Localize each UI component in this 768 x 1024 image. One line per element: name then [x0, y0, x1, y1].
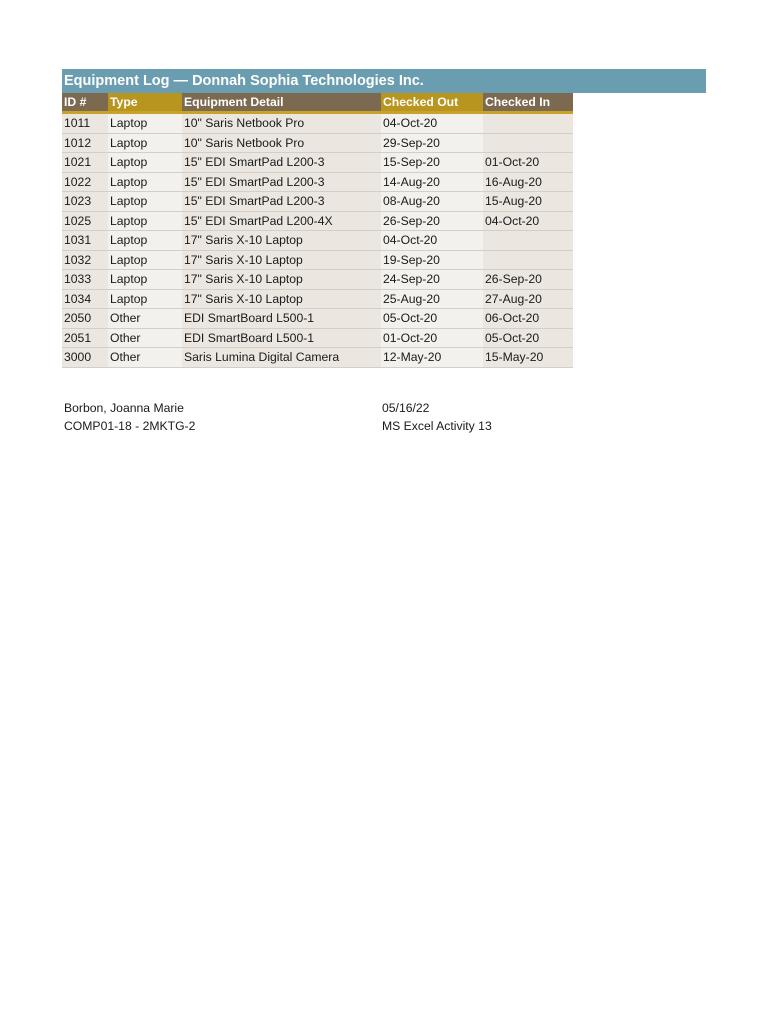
- cell-id: 1031: [62, 231, 108, 251]
- cell-checked-out: 04-Oct-20: [381, 231, 483, 251]
- cell-id: 1012: [62, 133, 108, 153]
- cell-type: Other: [108, 328, 182, 348]
- cell-checked-in: 15-May-20: [483, 348, 573, 368]
- cell-type: Laptop: [108, 192, 182, 212]
- submission-date: 05/16/22: [382, 401, 430, 415]
- document-title: Equipment Log — Donnah Sophia Technologies Inc.: [62, 69, 706, 93]
- cell-id: 2050: [62, 309, 108, 329]
- cell-id: 3000: [62, 348, 108, 368]
- cell-equipment-detail: Saris Lumina Digital Camera: [182, 348, 381, 368]
- table-row: [62, 328, 573, 348]
- table-row: [62, 153, 573, 173]
- cell-type: Laptop: [108, 133, 182, 153]
- cell-checked-out: 14-Aug-20: [381, 172, 483, 192]
- cell-type: Laptop: [108, 270, 182, 290]
- cell-id: 1034: [62, 289, 108, 309]
- cell-id: 1011: [62, 113, 108, 134]
- cell-checked-out: 29-Sep-20: [381, 133, 483, 153]
- cell-id: 1023: [62, 192, 108, 212]
- cell-checked-out: 04-Oct-20: [381, 113, 483, 134]
- cell-checked-in: [483, 250, 573, 270]
- student-name: Borbon, Joanna Marie: [64, 401, 184, 415]
- cell-checked-in: 01-Oct-20: [483, 153, 573, 173]
- table-row: [62, 270, 573, 290]
- equipment-log-table: [62, 93, 573, 368]
- cell-checked-out: 25-Aug-20: [381, 289, 483, 309]
- cell-id: 2051: [62, 328, 108, 348]
- activity-name: MS Excel Activity 13: [382, 419, 492, 433]
- cell-equipment-detail: 17" Saris X-10 Laptop: [182, 270, 381, 290]
- cell-equipment-detail: 15" EDI SmartPad L200-4X: [182, 211, 381, 231]
- cell-id: 1032: [62, 250, 108, 270]
- cell-checked-out: 15-Sep-20: [381, 153, 483, 173]
- cell-checked-out: 19-Sep-20: [381, 250, 483, 270]
- table-row: [62, 231, 573, 251]
- cell-checked-out: 08-Aug-20: [381, 192, 483, 212]
- cell-type: Other: [108, 309, 182, 329]
- table-row: [62, 348, 573, 368]
- table-row: [62, 289, 573, 309]
- cell-type: Laptop: [108, 250, 182, 270]
- table-row: [62, 172, 573, 192]
- table-row: [62, 211, 573, 231]
- table-row: [62, 113, 573, 134]
- cell-checked-out: 01-Oct-20: [381, 328, 483, 348]
- cell-equipment-detail: 10" Saris Netbook Pro: [182, 113, 381, 134]
- cell-checked-in: 26-Sep-20: [483, 270, 573, 290]
- cell-equipment-detail: 15" EDI SmartPad L200-3: [182, 172, 381, 192]
- cell-checked-in: 15-Aug-20: [483, 192, 573, 212]
- section-code: COMP01-18 - 2MKTG-2: [64, 419, 196, 433]
- cell-type: Laptop: [108, 153, 182, 173]
- header-equipment-detail: Equipment Detail: [182, 93, 381, 113]
- table-row: [62, 309, 573, 329]
- cell-checked-in: 27-Aug-20: [483, 289, 573, 309]
- cell-checked-in: [483, 113, 573, 134]
- cell-id: 1025: [62, 211, 108, 231]
- cell-checked-in: 05-Oct-20: [483, 328, 573, 348]
- cell-checked-in: 06-Oct-20: [483, 309, 573, 329]
- cell-checked-in: 16-Aug-20: [483, 172, 573, 192]
- cell-type: Laptop: [108, 289, 182, 309]
- cell-checked-in: 04-Oct-20: [483, 211, 573, 231]
- cell-type: Laptop: [108, 211, 182, 231]
- cell-id: 1022: [62, 172, 108, 192]
- cell-type: Laptop: [108, 172, 182, 192]
- cell-id: 1021: [62, 153, 108, 173]
- cell-checked-in: [483, 231, 573, 251]
- cell-equipment-detail: 17" Saris X-10 Laptop: [182, 231, 381, 251]
- table-row: [62, 192, 573, 212]
- cell-checked-out: 26-Sep-20: [381, 211, 483, 231]
- table-row: [62, 250, 573, 270]
- cell-type: Laptop: [108, 113, 182, 134]
- cell-checked-in: [483, 133, 573, 153]
- header-type: Type: [108, 93, 182, 113]
- table-row: [62, 133, 573, 153]
- cell-equipment-detail: EDI SmartBoard L500-1: [182, 328, 381, 348]
- cell-equipment-detail: 17" Saris X-10 Laptop: [182, 289, 381, 309]
- cell-id: 1033: [62, 270, 108, 290]
- cell-checked-out: 24-Sep-20: [381, 270, 483, 290]
- table-body: [62, 113, 573, 368]
- cell-equipment-detail: 10" Saris Netbook Pro: [182, 133, 381, 153]
- cell-equipment-detail: 17" Saris X-10 Laptop: [182, 250, 381, 270]
- cell-checked-out: 05-Oct-20: [381, 309, 483, 329]
- header-checked-in: Checked In: [483, 93, 573, 113]
- header-checked-out: Checked Out: [381, 93, 483, 113]
- cell-equipment-detail: 15" EDI SmartPad L200-3: [182, 153, 381, 173]
- cell-type: Laptop: [108, 231, 182, 251]
- cell-equipment-detail: EDI SmartBoard L500-1: [182, 309, 381, 329]
- cell-equipment-detail: 15" EDI SmartPad L200-3: [182, 192, 381, 212]
- cell-type: Other: [108, 348, 182, 368]
- cell-checked-out: 12-May-20: [381, 348, 483, 368]
- header-id: ID #: [62, 93, 108, 113]
- table-header-row: [62, 93, 573, 113]
